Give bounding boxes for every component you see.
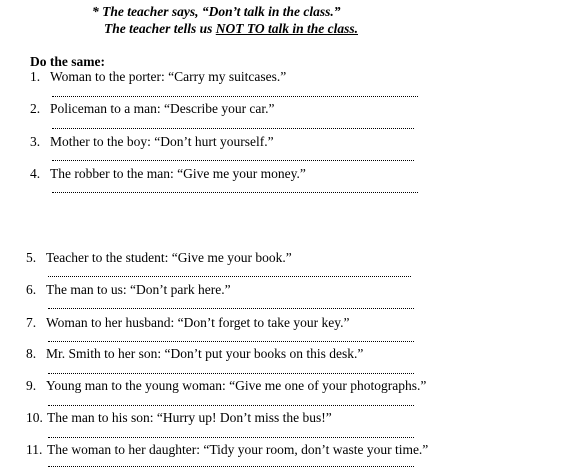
list-item <box>30 101 275 117</box>
answer-line[interactable] <box>48 341 414 342</box>
item-text: The woman to her daughter: “Tidy your room, don’t waste your time.” <box>47 442 429 457</box>
list-item <box>26 378 426 394</box>
example-line-2 <box>104 21 358 37</box>
example-line-2-prefix: The teacher tells us <box>104 21 216 36</box>
example-line-2-underlined: NOT TO talk in the class. <box>215 21 359 36</box>
answer-line[interactable] <box>52 160 414 161</box>
example-line-1: * The teacher says, “Don’t talk in the class.” <box>92 4 341 19</box>
answer-line[interactable] <box>48 308 414 309</box>
item-text: Woman to her husband: “Don’t forget to take your key.” <box>46 315 350 330</box>
answer-line[interactable] <box>52 96 418 97</box>
section-heading: Do the same: <box>30 54 105 69</box>
item-number: 9. <box>26 378 37 393</box>
item-text: Woman to the porter: “Carry my suitcases.” <box>50 69 287 84</box>
item-text: Policeman to a man: “Describe your car.” <box>50 101 275 116</box>
list-item <box>30 134 274 150</box>
list-item <box>30 69 286 85</box>
item-number: 8. <box>26 346 37 361</box>
list-item <box>26 250 292 266</box>
item-text: The man to his son: “Hurry up! Don’t miss the bus!” <box>47 410 332 425</box>
list-item <box>26 442 428 458</box>
item-number: 7. <box>26 315 37 330</box>
item-number: 2. <box>30 101 41 116</box>
item-number: 11. <box>26 442 43 457</box>
item-number: 6. <box>26 282 37 297</box>
list-item <box>30 166 306 182</box>
list-item <box>26 282 231 298</box>
answer-line[interactable] <box>52 128 414 129</box>
answer-line[interactable] <box>48 276 411 277</box>
item-text: Mother to the boy: “Don’t hurt yourself.” <box>50 134 274 149</box>
item-number: 5. <box>26 250 37 265</box>
list-item <box>26 315 349 331</box>
item-number: 10. <box>26 410 43 425</box>
item-number: 3. <box>30 134 41 149</box>
answer-line[interactable] <box>48 437 414 438</box>
answer-line[interactable] <box>48 405 414 406</box>
item-number: 4. <box>30 166 41 181</box>
answer-line[interactable] <box>48 466 414 467</box>
item-text: The man to us: “Don’t park here.” <box>46 282 231 297</box>
item-text: Teacher to the student: “Give me your book.” <box>46 250 292 265</box>
item-text: Mr. Smith to her son: “Don’t put your books on this desk.” <box>46 346 364 361</box>
item-number: 1. <box>30 69 41 84</box>
item-text: Young man to the young woman: “Give me one of your photographs.” <box>46 378 427 393</box>
answer-line[interactable] <box>48 373 414 374</box>
answer-line[interactable] <box>52 192 418 193</box>
item-text: The robber to the man: “Give me your money.” <box>50 166 306 181</box>
list-item <box>26 346 363 362</box>
list-item <box>26 410 332 426</box>
